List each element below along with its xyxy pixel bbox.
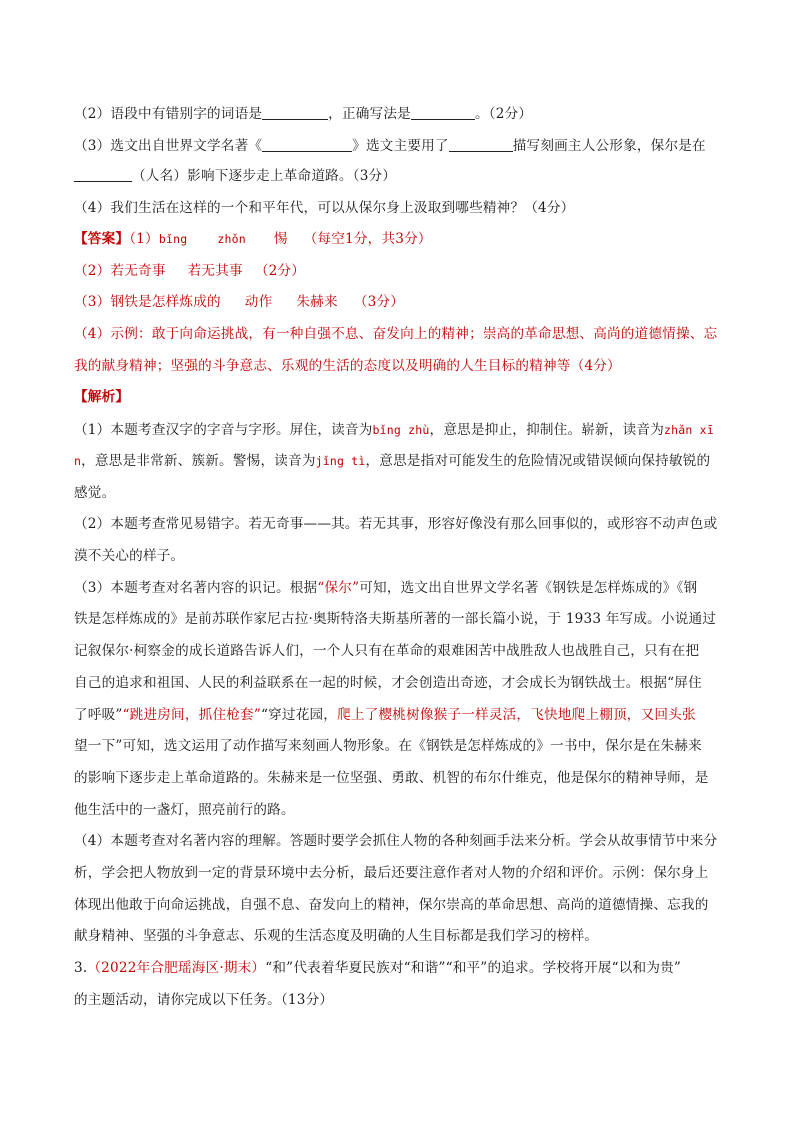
answer-blank	[262, 137, 352, 152]
answer-blank	[449, 137, 513, 152]
answer-1-line: 【答案】（1）bǐng zhǒn 惕 （每空1分，共3分）	[74, 231, 432, 247]
question-number: 3.	[74, 960, 88, 976]
answer-2-line: （2）若无奇事 若无其事 （2分）	[74, 263, 306, 279]
answer-blank	[262, 105, 328, 120]
analysis-1-line-2: n，意思是非常新、簇新。警惕，读音为jǐng tì，意思是指对可能发生的危险情况或错误倾向保持敏锐的	[74, 453, 711, 469]
answer-4-line-1: （4）示例：敢于向命运挑战，有一种自强不息、奋发向上的精神；崇高的革命思想、高尚的道德情操、忘	[74, 326, 718, 342]
question-source: （2022年合肥瑶海区·期末）	[87, 960, 266, 976]
answer-blank	[411, 105, 475, 120]
answer-label: 【答案】	[74, 231, 130, 247]
analysis-3-line-1: （3）本题考查对名著内容的识记。根据“保尔”可知，选文出自世界文学名著《钢铁是怎样炼成的》《钢	[74, 580, 698, 596]
analysis-3-line-3: 记叙保尔·柯察金的成长道路告诉人们，一个人只有在革命的艰难困苦中战胜敌人也战胜自己，只有在把	[74, 643, 700, 659]
answer-blank	[74, 167, 132, 182]
analysis-4-line-2: 析，学会把人物放到一定的背景环境中去分析，最后还要注意作者对人物的介绍和评价。示例：保尔身上	[74, 865, 709, 881]
question-3-heading-line-2: 的主题活动，请你完成以下任务。（13分）	[74, 992, 334, 1008]
analysis-4-line-4: 献身精神、坚强的斗争意志、乐观的生活态度及明确的人生目标都是我们学习的榜样。	[74, 928, 599, 944]
analysis-3-line-7: 的影响下逐步走上革命道路的。朱赫来是一位坚强、勇敢、机智的布尔什维克，他是保尔的精神导师，是	[74, 770, 709, 786]
analysis-4-line-1: （4）本题考查对名著内容的理解。答题时要学会抓住人物的各种刻画手法来分析。学会从故事情节中来分	[74, 833, 718, 849]
analysis-4-line-3: 体现出他敢于向命运挑战，自强不息、奋发向上的精神，保尔崇高的革命思想、高尚的道德情操、忘我的	[74, 897, 709, 913]
question-3-heading-line-1: 3.（2022年合肥瑶海区·期末）“和”代表着华夏民族对“和谐”“和平”的追求。学校将开展“以和为贵”	[74, 960, 682, 976]
analysis-1-line-1: （1）本题考查汉字的字音与字形。屏住，读音为bǐng zhù，意思是抑止，抑制住。崭新，读音为zhǎn xī	[74, 422, 714, 438]
analysis-3-line-2: 铁是怎样炼成的》是前苏联作家尼古拉·奥斯特洛夫斯基所著的一部长篇小说，于 1933 年写成。小说通过	[74, 611, 717, 627]
answer-4-line-2: 我的献身精神；坚强的斗争意志、乐观的生活的态度以及明确的人生目标的精神等（4分）	[74, 358, 621, 374]
analysis-2-line-1: （2）本题考查常见易错字。若无奇事——其。若无其事，形容好像没有那么回事似的，或形容不动声色或	[74, 516, 718, 532]
analysis-3-line-6: 望一下”可知，选文运用了动作描写来刻画人物形象。在《钢铁是怎样炼成的》一书中，保尔是在朱赫来	[74, 738, 702, 754]
question-2-line: （2）语段中有错别字的词语是 ，正确写法是 。（2分）	[74, 106, 533, 122]
analysis-3-line-4: 自己的追求和祖国、人民的利益联系在一起的时候，才会创造出奇迹，才会成长为钢铁战士。根据“屏住	[74, 675, 702, 691]
analysis-3-line-5: 了呼吸”“跳进房间，抓住枪套”“穿过花园，爬上了樱桃树像猴子一样灵活，飞快地爬上棚顶，又回头张	[74, 707, 696, 723]
answer-3-line: （3）钢铁是怎样炼成的 动作 朱赫来 （3分）	[74, 294, 405, 310]
analysis-label: 【解析】	[74, 389, 130, 405]
question-3-line-2: （人名）影响下逐步走上革命道路。（3分）	[74, 166, 734, 186]
analysis-1-line-3: 感觉。	[74, 485, 116, 501]
question-4-line: （4）我们生活在这样的一个和平年代，可以从保尔身上汲取到哪些精神？（4分）	[74, 200, 575, 216]
analysis-3-line-8: 他生活中的一盏灯，照亮前行的路。	[74, 802, 295, 818]
analysis-2-line-2: 漠不关心的样子。	[74, 548, 185, 564]
question-3-line-1: （3）选文出自世界文学名著《 》选文主要用了 描写刻画主人公形象，保尔是在	[74, 138, 706, 154]
